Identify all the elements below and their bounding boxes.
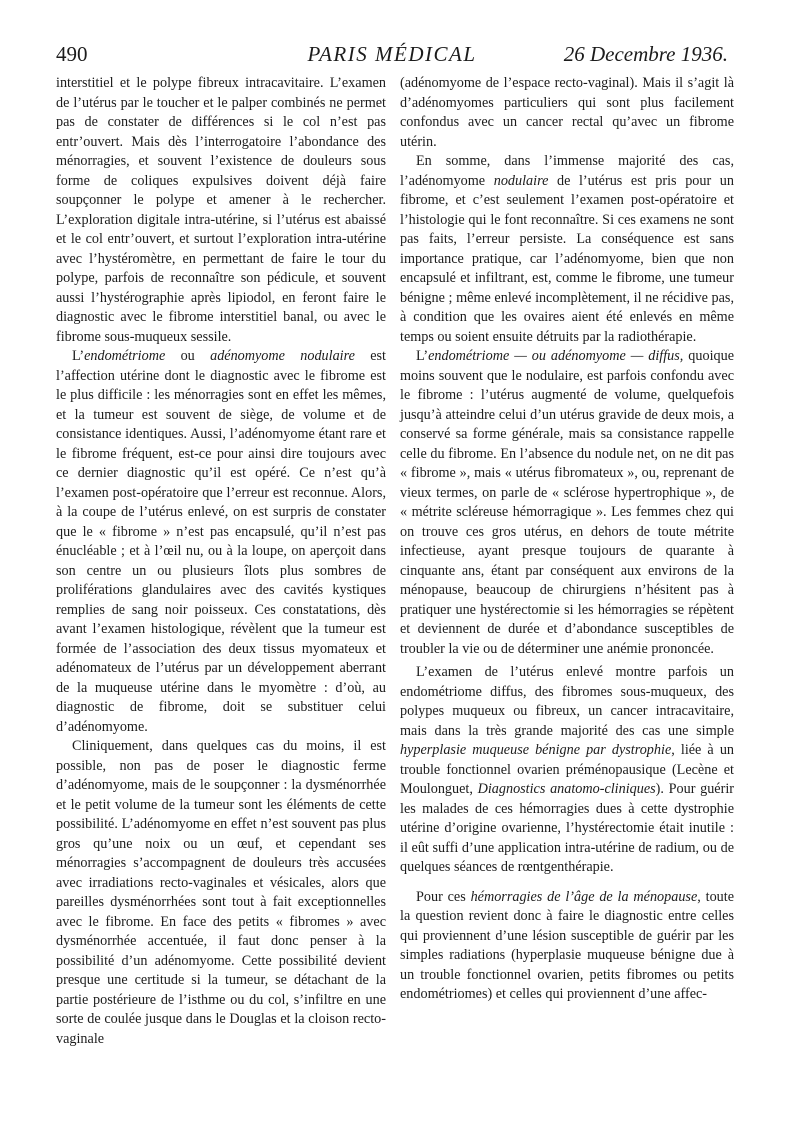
text-run: quoique moins souvent que le nodulaire, est parfois confondu avec le fibrome : l’utérus augmenté de volume, quelquefois jusqu’à atteindre celui d’un utérus gravide de deux mois, a conservé sa forme générale, mais sa consistance rappelle celle du fibrome. En l’absence du nodule net, on ne dit pas « fibrome », mais « utérus fibromateux », ou, reprenant de vieux termes, on parle de « sclérose hypertrophique », de « métrite scléreuse hémorragique ». Les femmes chez qui on trouve ces gros utérus, en dehors de toute métrite infectieuse, ayant presque toujours de quarante à cinquante ans, étant par conséquent aux environs de la ménopause, beaucoup de chirurgiens n’hésitent pas à pratiquer une hystérectomie si les hémorragies se répètent et deviennent de durée et d’abondance susceptibles de troubler la vie ou de déterminer une anémie prononcée. <box>400 348 734 657</box>
paragraph <box>400 74 734 152</box>
italic-text: hyperplasie muqueuse bénigne par dystrophie <box>400 742 672 758</box>
italic-text: nodulaire <box>493 172 549 189</box>
text-run: Pour ces <box>416 888 471 905</box>
paragraph <box>56 347 386 737</box>
paragraph <box>400 888 734 1005</box>
text-run: L’ <box>416 348 429 364</box>
italic-text: adénomyome nodulaire <box>210 348 355 364</box>
left-column <box>56 74 386 1049</box>
text-run: est l’affection utérine dont le diagnostic avec le fibrome est le plus difficile : les ménorragies sont en effet les mêmes, et la tumeur est souvent de siège, de volume et de consistance identiques. Aussi, l’adénomyome étant rare et le fibrome fréquent, est-ce pour ainsi dire toujours avec ce dernier diagnostic qu’il est opéré. Ce n’est qu’à l’examen post-opératoire que l’erreur est reconnue. Alors, à la coupe de l’utérus enlevé, on est surpris de constater que le « fibrome » n’est pas encapsulé, qu’il n’est pas énucléable ; et à l’œil nu, ou à la loupe, on aperçoit dans son centre un ou plusieurs îlots plus sombres de proliférations glandulaires avec des cavités kystiques remplies de sang noir poisseux. Ces constatations, dès avant l’examen histologique, révèlent que la tumeur est formée de l’association des deux tissus myomateux et adénomateux de l’utérus par un développement aberrant de la muqueuse utérine dans le myomètre : d’où, au diagnostic de fibrome, doit se substituer celui d’adénomyome. <box>56 348 387 735</box>
text-run: ou <box>165 348 211 364</box>
page-header <box>56 42 728 72</box>
issue-date: 26 Decembre 1936. <box>563 42 728 66</box>
text-run: (adénomyome de l’espace recto-vaginal). Mais il s’agit là d’adénomyomes particuliers qui sont plus facilement confondus avec un cancer rectal qu’avec un fibrome utérin. <box>400 75 734 150</box>
paragraph <box>56 737 386 1049</box>
text-run: L’ <box>72 348 85 364</box>
text-run: interstitiel et le polype fibreux intracavitaire. L’examen de l’utérus par le toucher et le palper combinés ne permet pas de constater de différences si le col n’est pas entr’ouvert. Mais dès l’interrogatoire l’abondance des ménorragies, et souvent l’existence de douleurs sous forme de coliques expulsives doivent déjà faire soupçonner le polype et amener à le rechercher. L’exploration digitale intra-utérine, si l’utérus est abaissé et le col entr’ouvert, et surtout l’exploration intra-utérine avec l’hystéromètre, en permettant de faire le tour du polype, parfois de reconnaître son pédicule, et souvent aussi l’hystérographie après lipiodol, en feront faire le diagnostic avec le fibrome interstitiel banal, ou avec le fibrome sous-muqueux sessile. <box>56 75 386 345</box>
text-run: ). Pour guérir les malades de ces hémorragies dues à cette dystrophie utérine d’origine ovarienne, l’hystérectomie était inutile : il eût suffi d’une application intra-utérine de radium, ou de quelques séances de rœntgenthérapie. <box>400 781 734 875</box>
text-run: Cliniquement, dans quelques cas du moins, il est possible, non pas de poser le diagnostic ferme d’adénomyome, mais de le soupçonner : la dysménorrhée et le petit volume de la tumeur sont les éléments de cette possibilité. L’adénomyome en effet n’est souvent pas plus gros qu’une noix ou un œuf, et cependant ses ménorragies s’accompagnent de douleurs très accusées avec irradiations recto-vaginales et vésicales, alors que pareilles dysménorrhées sont tout à fait exceptionnelles avec le fibrome. En face des petits « fibromes » avec dysménorrhée accentuée, il faut donc penser à la possibilité d’un adénomyome. Cette possibilité devient presque une certitude si la tumeur, se détachant de la partie postérieure de l’isthme ou du col, s’infiltre en une sorte de coulée jusque dans le Douglas et la cloison recto-vaginale <box>56 738 386 1047</box>
paragraph <box>400 663 734 878</box>
paragraph <box>400 152 734 347</box>
italic-text: endométriome — ou adénomyome — diffus, <box>428 348 684 364</box>
italic-text: Diagnostics anatomo-cliniques <box>477 781 656 797</box>
paragraph <box>400 347 734 659</box>
page-number: 490 <box>56 42 88 66</box>
right-column <box>400 74 734 1005</box>
text-run: En somme, dans l’immense majorité des cas, l’adénomyome <box>400 153 734 189</box>
italic-text: hémorragies de l’âge de la ménopause <box>470 888 698 905</box>
italic-text: endométriome <box>84 348 166 364</box>
journal-title: PARIS MÉDICAL <box>307 42 477 66</box>
text-run: , toute la question revient donc à faire le diagnostic entre celles qui proviennent d’une lésion susceptible de guérir par les simples radiations (hyperplasie muqueuse bénigne due à un trouble fonctionnel ovarien, petits fibromes ou petits endométriomes) et celles qui proviennent d’une affec- <box>400 888 734 1002</box>
text-run: de l’utérus est pris pour un fibrome, et c’est seulement l’examen post-opératoire et l’histologie qui le font reconnaître. Si ces examens ne sont pas faits, l’erreur persiste. La conséquence est sans importance pratique, car l’adénomyome, bien que non encapsulé et infiltrant, est, comme le fibrome, une tumeur bénigne ; même enlevé incomplètement, il ne récidive pas, à condition que les ovaires aient été enlevés en même temps ou soient ensuite détruits par la radiothérapie. <box>400 172 734 345</box>
paragraph <box>56 74 386 347</box>
text-run: , liée à un trouble fonctionnel ovarien préménopausique (Lecène et Moulonguet, <box>400 742 735 797</box>
text-run: L’examen de l’utérus enlevé montre parfois un endométriome diffus, des fibromes sous-muqueux, des polypes muqueux ou fibreux, un cancer intracavitaire, mais dans la très grande majorité des cas une simple <box>400 664 734 739</box>
